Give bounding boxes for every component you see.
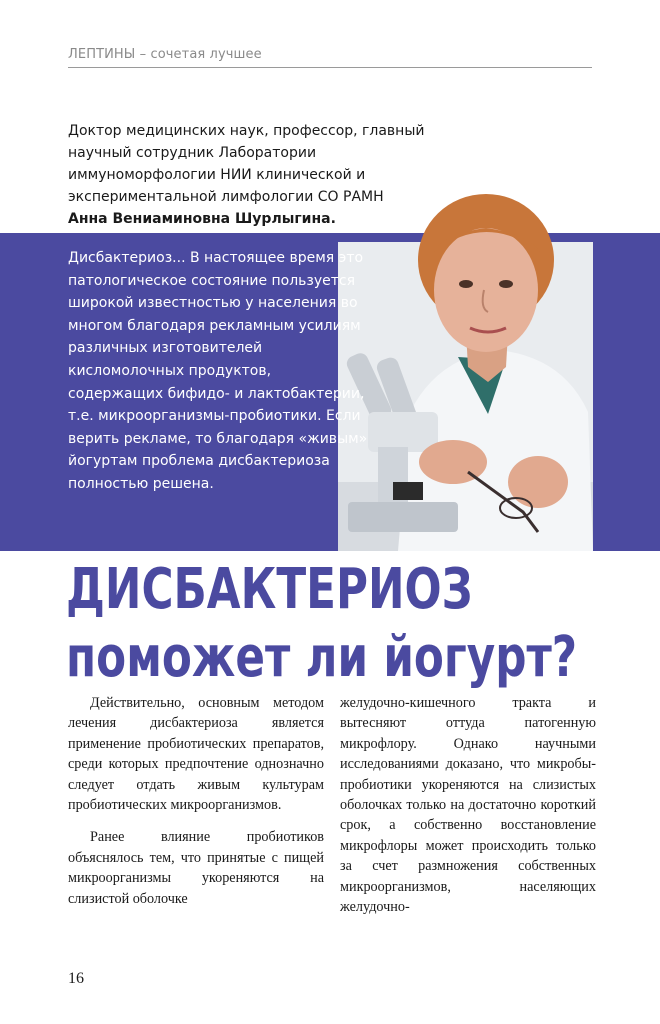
lead-paragraph: Дисбактериоз... В настоящее время это патологическое состояние пользуется широкой известностью у населения во многом благодаря рекламным усилиям различных изготовителей кисломолочных продуктов, содержащих бифидо- и лактобактерии, т.е. микроорганизмы-пробиотики. Если верить рекламе, то благодаря «живым» йогуртам проблема дисбактериоза полностью решена. — [68, 250, 368, 492]
body-paragraph: желудочно-кишечного тракта и вытесняют оттуда патогенную микрофлору. Однако научными исследованиями доказано, что микробы-пробиотики укореняются на слизистых оболочках только на достаточно короткий срок, а собственно восстановление микрофлоры может происходить только за счет размножения собственных микроорганизмов, населяющих желудочно- — [340, 695, 596, 916]
running-head-separator: – — [135, 47, 151, 62]
body-paragraph: Действительно, основным методом лечения дисбактериоза является применение пробиотических препаратов, среди которых предпочтение однозначно следует отдать живым культурам пробиотических микроорганизмов. — [68, 695, 324, 814]
author-credentials: Доктор медицинских наук, профессор, главный научный сотрудник Лаборатории иммуноморфологии НИИ клинической и экспериментальной лимфологии СО РАМН — [68, 123, 425, 205]
body-paragraph: Ранее влияние пробиотиков объяснялось тем, что принятые с пищей микроорганизмы укореняются на слизистой оболочке — [68, 829, 324, 907]
body-column-right — [340, 693, 596, 917]
running-head-title: ЛЕПТИНЫ — [68, 47, 136, 62]
author-name: Анна Вениаминовна Шурлыгина. — [68, 211, 336, 227]
headline-line-1: ДИСБАКТЕРИОЗ — [66, 557, 473, 622]
header-rule — [68, 67, 592, 68]
author-portrait-image — [338, 182, 593, 551]
headline-line-2: поможет ли йогурт? — [66, 625, 578, 690]
running-head — [68, 47, 262, 62]
body-column-left — [68, 693, 324, 909]
running-head-subtitle: сочетая лучшее — [150, 47, 262, 62]
page-number: 16 — [68, 970, 84, 987]
